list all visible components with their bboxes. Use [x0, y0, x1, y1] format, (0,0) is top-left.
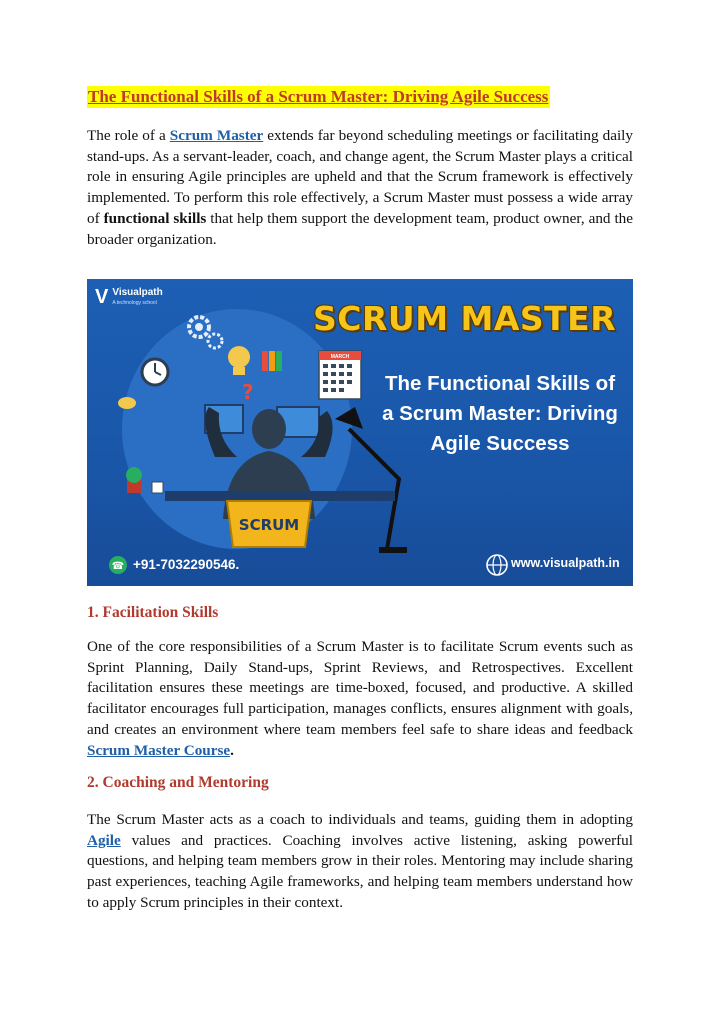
- intro-paragraph: The role of a Scrum Master extends far beyond scheduling meetings or facilitating daily stand-ups. As a servant-leader, coach, and change agent, the Scrum Master plays a critical role in ensuring Agile principles are upheld and that the Scrum framework is effectively implemented. To perform this role effectively, a Scrum Master must possess a wide array of functional skills that help them support the development team, product owner, and the broader organization.: [87, 127, 634, 248]
- scrum-master-course-link[interactable]: Scrum Master Course: [87, 741, 231, 759]
- cloud-icon: [118, 397, 136, 409]
- calendar-month: MARCH: [330, 354, 350, 360]
- logo-text: Visualpath: [112, 286, 163, 298]
- books-icon: [262, 351, 282, 371]
- subtitle-line: The Functional Skills of: [384, 372, 616, 395]
- banner-headline: SCRUM MASTER: [313, 299, 617, 338]
- functional-skills-bold: functional skills: [103, 209, 207, 227]
- subtitle-line: Agile Success: [430, 432, 570, 455]
- website-link[interactable]: www.visualpath.in: [511, 556, 620, 570]
- logo-tagline: A technology school: [112, 299, 157, 306]
- desk-label: SCRUM: [238, 516, 300, 534]
- subtitle-line: a Scrum Master: Driving: [382, 402, 618, 425]
- section-heading-coaching: 2. Coaching and Mentoring: [87, 774, 269, 791]
- page-title: The Functional Skills of a Scrum Master: Driving Agile Success: [88, 87, 549, 106]
- plant-icon: [126, 467, 142, 493]
- agile-link[interactable]: Agile: [87, 831, 121, 849]
- question-mark-icon: ?: [242, 380, 254, 404]
- coffee-cup-icon: [152, 482, 163, 493]
- phone-number: +91-7032290546.: [133, 557, 240, 572]
- clock-icon: [142, 359, 168, 385]
- scrum-master-banner: [87, 279, 633, 586]
- facilitation-paragraph: One of the core responsibilities of a Scrum Master is to facilitate Scrum events such as Sprint Planning, Daily Stand-ups, Sprint Reviews, and Retrospectives. Excellent facilitation ensures these meetings are time-boxed, focused, and productive. A skilled facilitator encourages full participation, manages conflicts, ensures alignment with goals, and creates an environment where team members feel safe to share ideas and feedback Scrum Master Course.: [87, 638, 633, 759]
- section-heading-facilitation: 1. Facilitation Skills: [87, 604, 219, 621]
- scrum-master-link[interactable]: Scrum Master: [169, 127, 264, 144]
- visualpath-logo: [95, 286, 163, 309]
- coaching-paragraph: The Scrum Master acts as a coach to individuals and teams, guiding them in adopting Agile values and practices. Coaching involves active listening, asking powerful questions, and helping team members grow in their roles. Mentoring may include sharing past experiences, teaching Agile frameworks, and helping team members understand how to apply Scrum principles in their context.: [87, 811, 633, 911]
- banner-subtitle: [369, 369, 631, 459]
- calendar-icon: [319, 351, 361, 399]
- svg-text:☎: ☎: [111, 561, 125, 572]
- logo-mark-icon: V: [95, 286, 109, 308]
